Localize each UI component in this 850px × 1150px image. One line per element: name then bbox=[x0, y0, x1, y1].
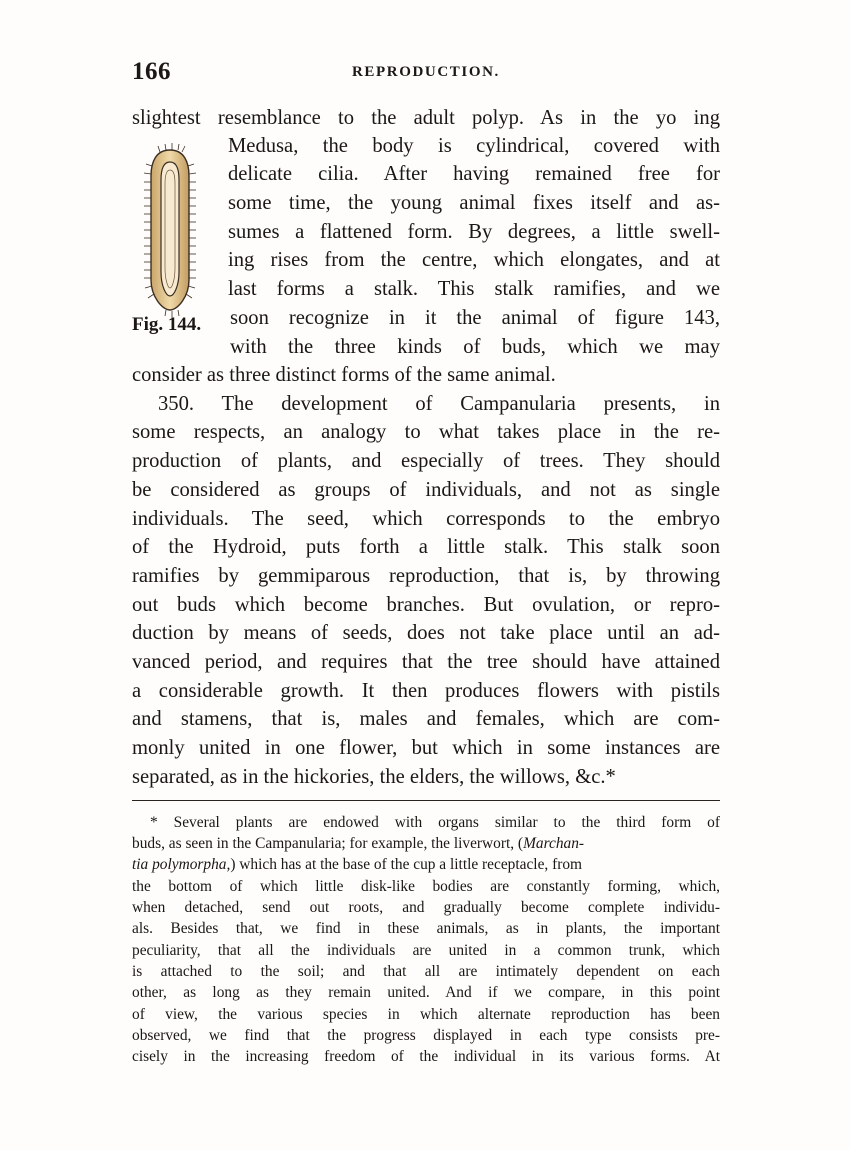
body-line: last forms a stalk. This stalk ramifies, and we bbox=[228, 278, 720, 300]
footnote-line: of view, the various species in which alternate reproduction has been bbox=[132, 1006, 720, 1023]
figure-caption: Fig. 144. bbox=[132, 314, 202, 335]
body-line: and stamens, that is, males and females, which are com- bbox=[132, 708, 720, 730]
body-line: duction by means of seeds, does not take place until an ad- bbox=[132, 622, 720, 644]
body-line: of the Hydroid, puts forth a little stalk. This stalk soon bbox=[132, 536, 720, 558]
footnote-line: buds, as seen in the Campanularia; for example, the liverwort, (Marchan- bbox=[132, 835, 585, 852]
body-line: some respects, an analogy to what takes place in the re- bbox=[132, 421, 720, 443]
body-line: out buds which become branches. But ovulation, or repro- bbox=[132, 594, 720, 616]
body-line: monly united in one flower, but which in some instances are bbox=[132, 737, 720, 759]
body-line: soon recognize in it the animal of figure 143, bbox=[230, 307, 720, 329]
footnote-line: * Several plants are endowed with organs similar to the third form of bbox=[150, 814, 720, 831]
body-line: sumes a flattened form. By degrees, a little swell- bbox=[228, 221, 720, 243]
body-line: some time, the young animal fixes itself and as- bbox=[228, 192, 720, 214]
footnote-line: is attached to the soil; and that all are intimately dependent on each bbox=[132, 963, 720, 980]
body-line: delicate cilia. After having remained free for bbox=[228, 163, 720, 185]
body-line: Medusa, the body is cylindrical, covered with bbox=[228, 135, 720, 157]
footnote-line: other, as long as they remain united. And if we compare, in this point bbox=[132, 984, 720, 1001]
body-line: consider as three distinct forms of the same animal. bbox=[132, 364, 556, 386]
footnote-line: als. Besides that, we find in these animals, as in plants, the important bbox=[132, 920, 720, 937]
body-line: individuals. The seed, which corresponds to the embryo bbox=[132, 508, 720, 530]
page-number: 166 bbox=[132, 58, 171, 85]
footnote-line: observed, we find that the progress displayed in each type consists pre- bbox=[132, 1027, 720, 1044]
body-line: with the three kinds of buds, which we may bbox=[230, 336, 720, 358]
footnote-line: cisely in the increasing freedom of the individual in its various forms. At bbox=[132, 1048, 720, 1065]
body-line: ing rises from the centre, which elongates, and at bbox=[228, 249, 720, 271]
running-title: REPRODUCTION. bbox=[352, 64, 500, 80]
body-line: ramifies by gemmiparous reproduction, that is, by throwing bbox=[132, 565, 720, 587]
footnote-line: the bottom of which little disk-like bodies are constantly forming, which, bbox=[132, 878, 720, 895]
footnote-line: tia polymorpha,) which has at the base of the cup a little receptacle, from bbox=[132, 856, 583, 873]
footnote-line: peculiarity, that all the individuals are united in a common trunk, which bbox=[132, 942, 720, 959]
footnote-line: when detached, send out roots, and gradually become complete individu- bbox=[132, 899, 720, 916]
body-line: vanced period, and requires that the tree should have attained bbox=[132, 651, 720, 673]
footnote-divider bbox=[132, 800, 720, 801]
body-line: production of plants, and especially of trees. They should bbox=[132, 450, 720, 472]
paragraph-350-first-line: 350. The development of Campanularia presents, in bbox=[158, 393, 720, 415]
body-line: slightest resemblance to the adult polyp. As in the yo ing bbox=[132, 107, 720, 129]
footnote-italic-term: tia polymorpha, bbox=[132, 856, 231, 873]
page-header bbox=[132, 58, 720, 88]
body-line: separated, as in the hickories, the elders, the willows, &c.* bbox=[132, 766, 616, 788]
footnote-italic-term: Marchan- bbox=[523, 835, 585, 852]
body-line: a considerable growth. It then produces flowers with pistils bbox=[132, 680, 720, 702]
body-line: be considered as groups of individuals, and not as single bbox=[132, 479, 720, 501]
